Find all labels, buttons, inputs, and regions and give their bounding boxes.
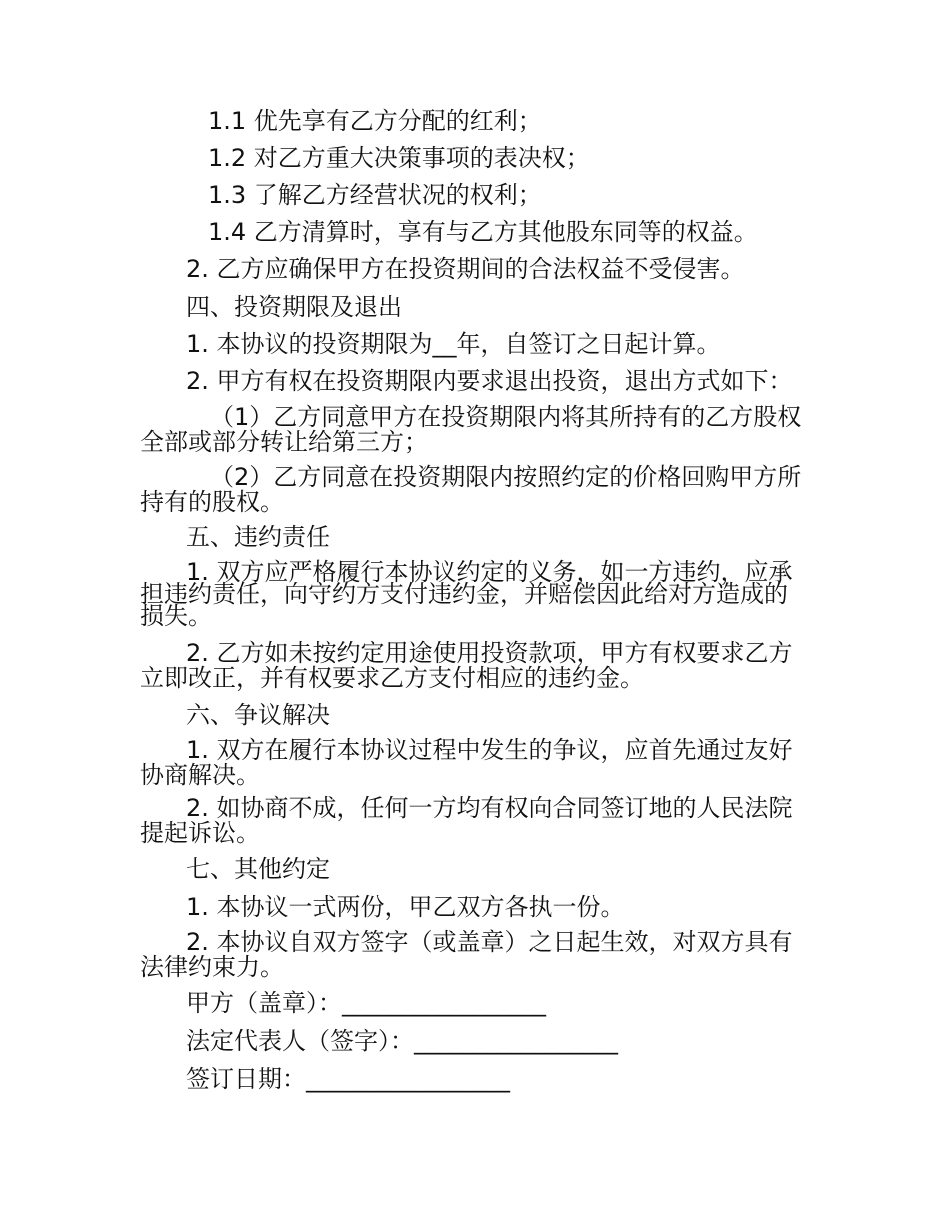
section-heading-6: 六、争议解决 <box>186 701 330 729</box>
clause-1-1: 1.1 优先享有乙方分配的红利； <box>208 107 542 135</box>
clause-5-1: 1. 双方应严格履行本协议约定的义务，如一方违约，应承担违约责任，向守约方支付违约金，并赔偿因此给对方造成的损失。 <box>140 558 793 630</box>
signature-party-a: 甲方（盖章）：_________________ <box>186 989 546 1017</box>
clause-4-2-option-1: （1）乙方同意甲方在投资期限内将其所持有的乙方股权全部或部分转让给第三方； <box>140 403 802 456</box>
clause-6-2: 2. 如协商不成，任何一方均有权向合同签订地的人民法院提起诉讼。 <box>140 794 793 847</box>
clause-4-2-option-2: （2）乙方同意在投资期限内按照约定的价格回购甲方所持有的股权。 <box>140 463 802 516</box>
signature-date: 签订日期：_________________ <box>186 1065 510 1093</box>
section-heading-5: 五、违约责任 <box>186 523 330 551</box>
clause-6-1: 1. 双方在履行本协议过程中发生的争议，应首先通过友好协商解决。 <box>140 736 793 789</box>
clause-1-3: 1.3 了解乙方经营状况的权利； <box>208 181 542 209</box>
section-heading-7: 七、其他约定 <box>186 855 330 883</box>
clause-3-2: 2. 乙方应确保甲方在投资期间的合法权益不受侵害。 <box>186 255 745 283</box>
clause-7-2: 2. 本协议自双方签字（或盖章）之日起生效，对双方具有法律约束力。 <box>140 928 793 981</box>
clause-1-4: 1.4 乙方清算时，享有与乙方其他股东同等的权益。 <box>208 218 758 246</box>
clause-5-2: 2. 乙方如未按约定用途使用投资款项，甲方有权要求乙方立即改正，并有权要求乙方支付相应的违约金。 <box>140 639 793 692</box>
section-heading-4: 四、投资期限及退出 <box>186 293 402 321</box>
clause-4-1: 1. 本协议的投资期限为__年，自签订之日起计算。 <box>186 330 721 358</box>
clause-1-2: 1.2 对乙方重大决策事项的表决权； <box>208 144 590 172</box>
clause-7-1: 1. 本协议一式两份，甲乙双方各执一份。 <box>186 893 625 921</box>
signature-legal-rep: 法定代表人（签字）：_________________ <box>186 1027 618 1055</box>
clause-4-2: 2. 甲方有权在投资期限内要求退出投资，退出方式如下： <box>186 367 793 395</box>
